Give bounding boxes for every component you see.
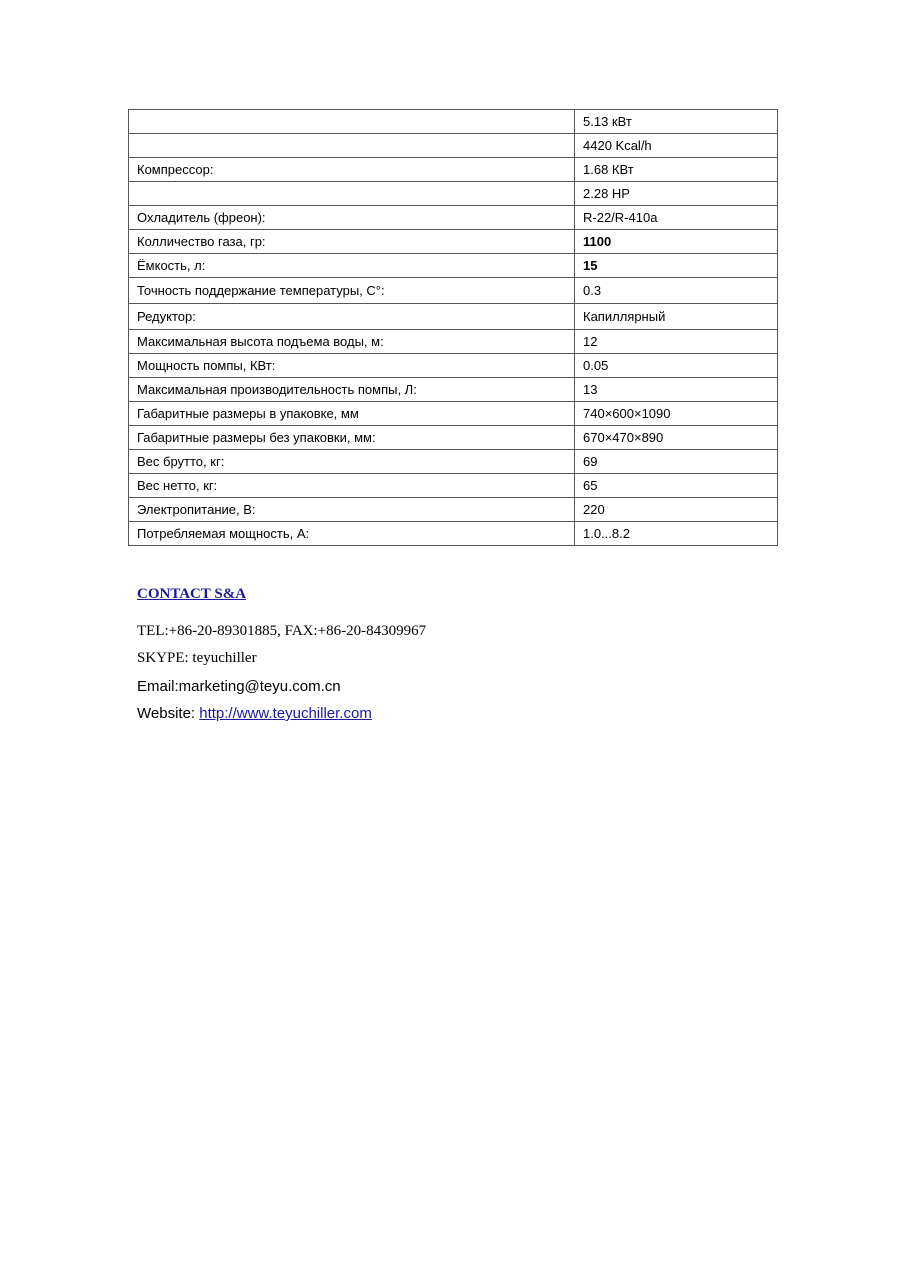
label-cell: Потребляемая мощность, А: [129,522,575,546]
table-row [129,134,778,158]
value-cell: 4420 Kcal/h [575,134,778,158]
value-cell: 15 [575,254,778,278]
value-cell: 2.28 HP [575,182,778,206]
label-cell: Точность поддержание температуры, С°: [129,278,575,304]
value-cell: R-22/R-410a [575,206,778,230]
label-cell: Габаритные размеры в упаковке, мм [129,402,575,426]
table-row [129,450,778,474]
tel-fax-line: TEL:+86-20-89301885, FAX:+86-20-84309967 [137,623,427,639]
value-cell: 5.13 кВт [575,110,778,134]
value-cell: 69 [575,450,778,474]
spec-table [128,109,778,546]
value-cell: 1.68 КВт [575,158,778,182]
table-row [129,474,778,498]
label-cell: Максимальная производительность помпы, Л: [129,378,575,402]
label-cell: Максимальная высота подъема воды, м: [129,330,575,354]
website-link[interactable]: http://www.teyuchiller.com [199,705,372,722]
label-cell: Мощность помпы, КВт: [129,354,575,378]
table-row [129,110,778,134]
empty-label-cell [129,134,575,158]
table-row [129,498,778,522]
table-row [129,278,778,304]
website-label: Website: [137,705,200,722]
table-row [129,522,778,546]
label-cell: Габаритные размеры без упаковки, мм: [129,426,575,450]
value-cell: 0.3 [575,278,778,304]
value-cell: 740×600×1090 [575,402,778,426]
table-row [129,182,778,206]
value-cell: 1100 [575,230,778,254]
table-row [129,304,778,330]
label-cell: Редуктор: [129,304,575,330]
email-line: Email:marketing@teyu.com.cn [137,678,341,695]
value-cell: 1.0...8.2 [575,522,778,546]
table-row [129,158,778,182]
label-cell: Вес брутто, кг: [129,450,575,474]
table-row [129,426,778,450]
contact-title-link[interactable]: CONTACT S&A [137,586,247,602]
skype-line: SKYPE: teyuchiller [137,650,257,666]
value-cell: 65 [575,474,778,498]
label-cell: Вес нетто, кг: [129,474,575,498]
label-cell: Компрессор: [129,158,575,182]
website-line [137,705,372,722]
table-row [129,206,778,230]
value-cell: 220 [575,498,778,522]
label-cell: Охладитель (фреон): [129,206,575,230]
label-cell: Электропитание, В: [129,498,575,522]
table-row [129,354,778,378]
label-cell: Ёмкость, л: [129,254,575,278]
table-row [129,378,778,402]
label-cell: Колличество газа, гр: [129,230,575,254]
contact-section [137,583,777,722]
table-row [129,330,778,354]
empty-label-cell [129,182,575,206]
value-cell: Капиллярный [575,304,778,330]
table-row [129,254,778,278]
empty-label-cell [129,110,575,134]
value-cell: 12 [575,330,778,354]
value-cell: 0.05 [575,354,778,378]
table-row [129,230,778,254]
value-cell: 670×470×890 [575,426,778,450]
table-row [129,402,778,426]
value-cell: 13 [575,378,778,402]
